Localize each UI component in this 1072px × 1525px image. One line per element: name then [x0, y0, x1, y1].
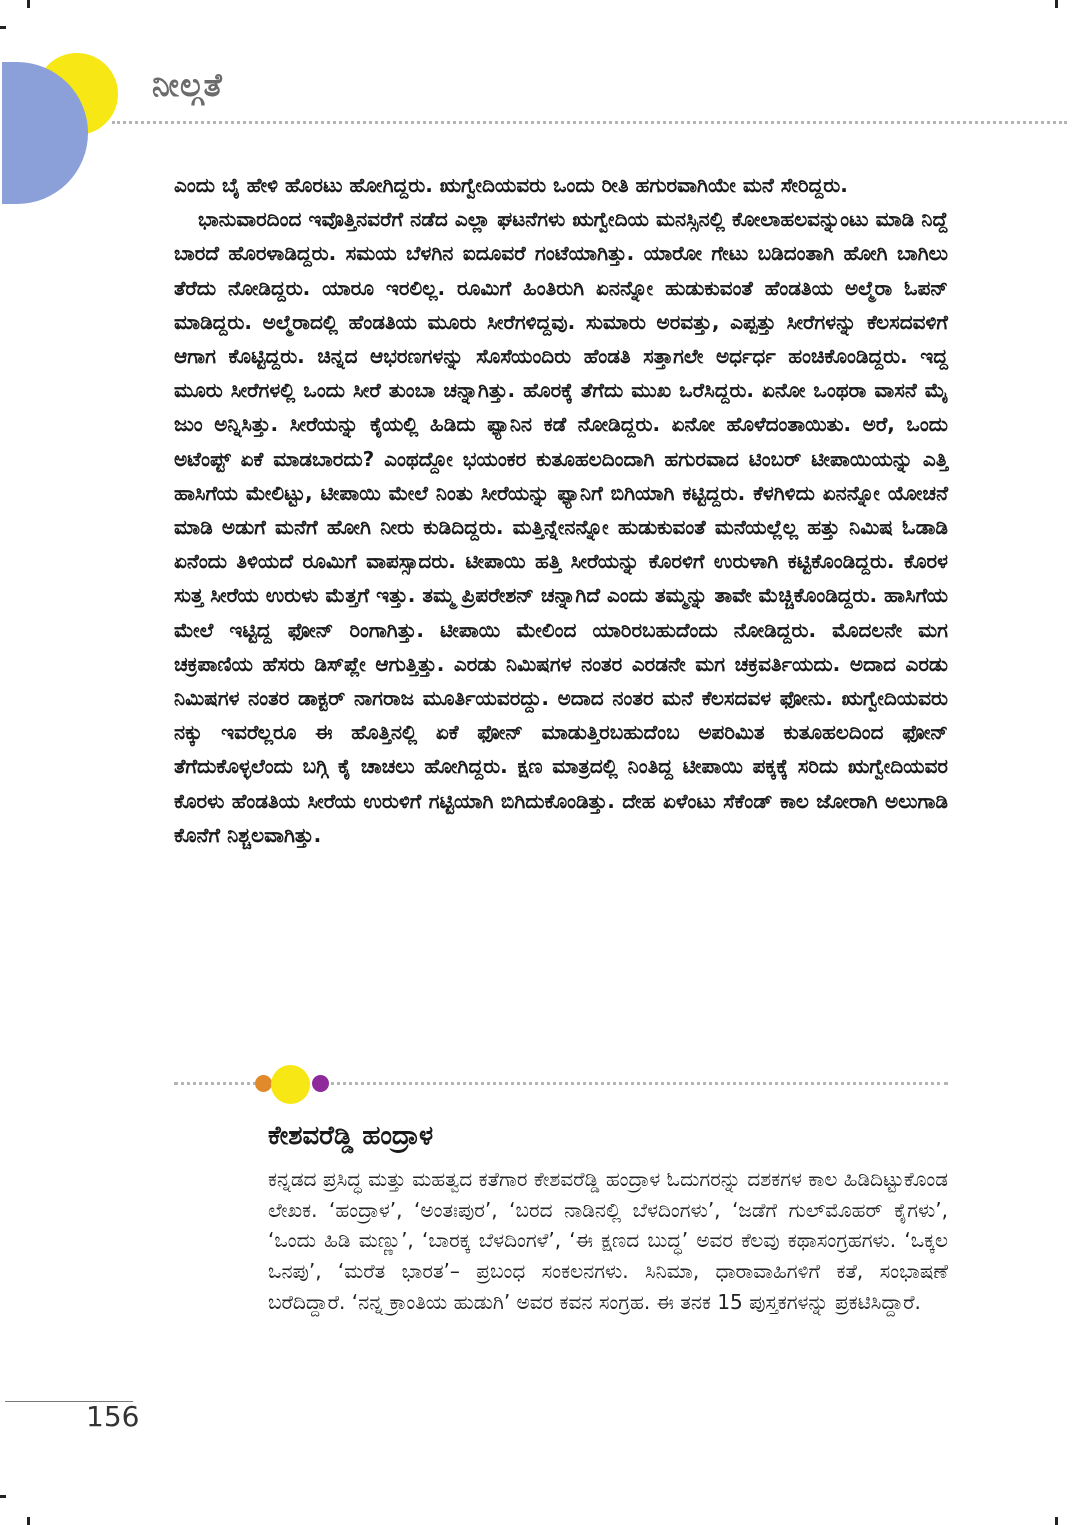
crop-mark-top-right: [1055, 0, 1058, 8]
separator-purple-dot: [312, 1075, 329, 1092]
page-number: 156: [86, 1400, 140, 1433]
crop-mark-bottom-right: [1055, 1517, 1058, 1525]
crop-mark-top-left: [27, 0, 30, 8]
story-paragraph: ಎಂದು ಬೈ ಹೇಳಿ ಹೊರಟು ಹೋಗಿದ್ದರು. ಋಗ್ವೇದಿಯವರು ಒಂದು ರೀತಿ ಹಗುರವಾಗಿಯೇ ಮನೆ ಸೇರಿದ್ದರು.: [174, 173, 848, 197]
story-paragraph: ಭಾನುವಾರದಿಂದ ಇವೊತ್ತಿನವರೆಗೆ ನಡೆದ ಎಲ್ಲಾ ಘಟನೆಗಳು ಋಗ್ವೇದಿಯ ಮನಸ್ಸಿನಲ್ಲಿ ಕೋಲಾಹಲವನ್ನುಂಟು ಮಾಡಿ ನಿದ್ದೆ ಬಾರದೆ ಹೊರಳಾಡಿದ್ದರು. ಸಮಯ ಬೆಳಗಿನ ಐದೂವರೆ ಗಂಟೆಯಾಗಿತ್ತು. ಯಾರೋ ಗೇಟು ಬಡಿದಂತಾಗಿ ಹೋಗಿ ಬಾಗಿಲು ತೆರೆದು ನೋಡಿದ್ದರು. ಯಾರೂ ಇರಲಿಲ್ಲ. ರೂಮಿಗೆ ಹಿಂತಿರುಗಿ ಏನನ್ನೋ ಹುಡುಕುವಂತೆ ಹೆಂಡತಿಯ ಅಲ್ಮೆರಾ ಓಪನ್ ಮಾಡಿದ್ದರು. ಅಲ್ಮೆರಾದಲ್ಲಿ ಹೆಂಡತಿಯ ಮೂರು ಸೀರೆಗಳಿದ್ದವು. ಸುಮಾರು ಅರವತ್ತು, ಎಪ್ಪತ್ತು ಸೀರೆಗಳನ್ನು ಕೆಲಸದವಳಿಗೆ ಆಗಾಗ ಕೊಟ್ಟಿದ್ದರು. ಚಿನ್ನದ ಆಭರಣಗಳನ್ನು ಸೊಸೆಯಂದಿರು ಹೆಂಡತಿ ಸತ್ತಾಗಲೇ ಅರ್ಧರ್ಧ ಹಂಚಿಕೊಂಡಿದ್ದರು. ಇದ್ದ ಮೂರು ಸೀರೆಗಳಲ್ಲಿ ಒಂದು ಸೀರೆ ತುಂಬಾ ಚನ್ನಾಗಿತ್ತು. ಹೊರಕ್ಕೆ ತೆಗೆದು ಮುಖ ಒರೆಸಿದ್ದರು. ಏನೋ ಒಂಥರಾ ವಾಸನೆ ಮೈ ಜುಂ ಅನ್ನಿಸಿತ್ತು. ಸೀರೆಯನ್ನು ಕೈಯಲ್ಲಿ ಹಿಡಿದು ಫ್ಯಾನಿನ ಕಡೆ ನೋಡಿದ್ದರು. ಏನೋ ಹೊಳೆದಂತಾಯಿತು. ಅರೆ, ಒಂದು ಅಟೆಂಪ್ಟ್ ಏಕೆ ಮಾಡಬಾರದು? ಎಂಥದ್ದೋ ಭಯಂಕರ ಕುತೂಹಲದಿಂದಾಗಿ ಹಗುರವಾದ ಟಿಂಬರ್ ಟೀಪಾಯಿಯನ್ನು ಎತ್ತಿ ಹಾಸಿಗೆಯ ಮೇಲಿಟ್ಟು, ಟೀಪಾಯಿ ಮೇಲೆ ನಿಂತು ಸೀರೆಯನ್ನು ಫ್ಯಾನಿಗೆ ಬಿಗಿಯಾಗಿ ಕಟ್ಟಿದ್ದರು. ಕೆಳಗಿಳಿದು ಏನನ್ನೋ ಯೋಚನೆ ಮಾಡಿ ಅಡುಗೆ ಮನೆಗೆ ಹೋಗಿ ನೀರು ಕುಡಿದಿದ್ದರು. ಮತ್ತಿನ್ನೇನನ್ನೋ ಹುಡುಕುವಂತೆ ಮನೆಯಲ್ಲೆಲ್ಲ ಹತ್ತು ನಿಮಿಷ ಓಡಾಡಿ ಏನೆಂದು ತಿಳಿಯದೆ ರೂಮಿಗೆ ವಾಪಸ್ಸಾದರು. ಟೀಪಾಯಿ ಹತ್ತಿ ಸೀರೆಯನ್ನು ಕೊರಳಿಗೆ ಉರುಳಾಗಿ ಕಟ್ಟಿಕೊಂಡಿದ್ದರು. ಕೊರಳ ಸುತ್ತ ಸೀರೆಯ ಉರುಳು ಮೆತ್ತಗೆ ಇತ್ತು. ತಮ್ಮ ಪ್ರಿಪರೇಶನ್ ಚನ್ನಾಗಿದೆ ಎಂದು ತಮ್ಮನ್ನು ತಾವೇ ಮೆಚ್ಚಿಕೊಂಡಿದ್ದರು. ಹಾಸಿಗೆಯ ಮೇಲೆ ಇಟ್ಟಿದ್ದ ಫೋನ್ ರಿಂಗಾಗಿತ್ತು. ಟೀಪಾಯಿ ಮೇಲಿಂದ ಯಾರಿರಬಹುದೆಂದು ನೋಡಿದ್ದರು. ಮೊದಲನೇ ಮಗ ಚಕ್ರಪಾಣಿಯ ಹೆಸರು ಡಿಸ್‌ಪ್ಲೇ ಆಗುತ್ತಿತ್ತು. ಎರಡು ನಿಮಿಷಗಳ ನಂತರ ಎರಡನೇ ಮಗ ಚಕ್ರವರ್ತಿಯದು. ಅದಾದ ಎರಡು ನಿಮಿಷಗಳ ನಂತರ ಡಾಕ್ಟರ್ ನಾಗರಾಜ ಮೂರ್ತಿಯವರದ್ದು. ಅದಾದ ನಂತರ ಮನೆ ಕೆಲಸದವಳ ಫೋನು. ಋಗ್ವೇದಿಯವರು ನಕ್ಕು ಇವರೆಲ್ಲರೂ ಈ ಹೊತ್ತಿನಲ್ಲಿ ಏಕೆ ಫೋನ್ ಮಾಡುತ್ತಿರಬಹುದೆಂಬ ಅಪರಿಮಿತ ಕುತೂಹಲದಿಂದ ಫೋನ್ ತೆಗೆದುಕೊಳ್ಳಲೆಂದು ಬಗ್ಗಿ ಕೈ ಚಾಚಲು ಹೋಗಿದ್ದರು. ಕ್ಷಣ ಮಾತ್ರದಲ್ಲಿ ನಿಂತಿದ್ದ ಟೀಪಾಯಿ ಪಕ್ಕಕ್ಕೆ ಸರಿದು ಋಗ್ವೇದಿಯವರ ಕೊರಳು ಹೆಂಡತಿಯ ಸೀರೆಯ ಉರುಳಿಗೆ ಗಟ್ಟಿಯಾಗಿ ಬಿಗಿದುಕೊಂಡಿತ್ತು. ದೇಹ ಏಳೆಂಟು ಸೆಕೆಂಡ್ ಕಾಲ ಜೋರಾಗಿ ಅಲುಗಾಡಿ ಕೊನೆಗೆ ನಿಶ್ಚಲವಾಗಿತ್ತು.: [174, 207, 948, 847]
separator-yellow-dot: [271, 1065, 310, 1104]
crop-mark-left-lower: [0, 1495, 6, 1498]
crop-mark-left-upper: [0, 26, 6, 29]
author-bio: ಕನ್ನಡದ ಪ್ರಸಿದ್ಧ ಮತ್ತು ಮಹತ್ವದ ಕತೆಗಾರ ಕೇಶವರೆಡ್ಡಿ ಹಂದ್ರಾಳ ಓದುಗರನ್ನು ದಶಕಗಳ ಕಾಲ ಹಿಡಿದಿಟ್ಟುಕೊಂಡ ಲೇಖಕ. ‘ಹಂದ್ರಾಳ’, ‘ಅಂತಃಪುರ’, ‘ಬರದ ನಾಡಿನಲ್ಲಿ ಬೆಳದಿಂಗಳು’, ‘ಜಡೆಗೆ ಗುಲ್‌ಮೊಹರ್ ಕೈಗಳು’, ‘ಒಂದು ಹಿಡಿ ಮಣ್ಣು’, ‘ಬಾರಕ್ಕ ಬೆಳದಿಂಗಳೆ’, ‘ಈ ಕ್ಷಣದ ಬುದ್ಧ’ ಅವರ ಕೆಲವು ಕಥಾಸಂಗ್ರಹಗಳು. ‘ಒಕ್ಕಲ ಒನಪು’, ‘ಮರೆತ ಭಾರತ’– ಪ್ರಬಂಧ ಸಂಕಲನಗಳು. ಸಿನಿಮಾ, ಧಾರಾವಾಹಿಗಳಿಗೆ ಕತೆ, ಸಂಭಾಷಣೆ ಬರೆದಿದ್ದಾರೆ. ‘ನನ್ನ ಕ್ರಾಂತಿಯ ಹುಡುಗಿ’ ಅವರ ಕವನ ಸಂಗ್ರಹ. ಈ ತನಕ 15 ಪುಸ್ತಕಗಳನ್ನು ಪ್ರಕಟಿಸಿದ್ದಾರೆ.: [268, 1167, 948, 1314]
running-header-title: ನೀಲ್ಗತೆ: [152, 66, 223, 104]
header-dotted-rule: [112, 121, 1067, 124]
separator-orange-dot: [255, 1075, 272, 1092]
author-name: ಕೇಶವರೆಡ್ಡಿ ಹಂದ್ರಾಳ: [268, 1121, 434, 1151]
story-text: [174, 168, 948, 852]
crop-mark-bottom-left: [27, 1517, 30, 1525]
